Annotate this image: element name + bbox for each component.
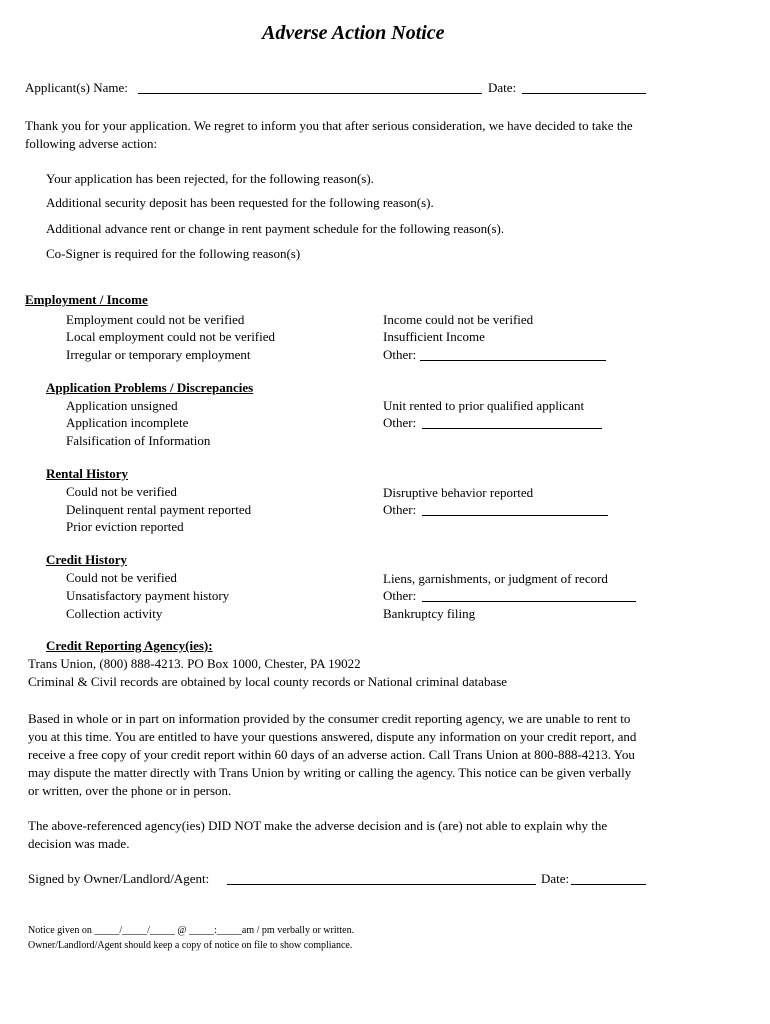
date-field[interactable] — [522, 80, 646, 94]
action-cosigner: Co-Signer is required for the following reason(s) — [46, 246, 301, 261]
application-heading: Application Problems / Discrepancies — [46, 380, 254, 395]
action-rejected: Your application has been rejected, for the following reason(s). — [46, 171, 374, 186]
rental-other-field[interactable] — [422, 502, 608, 516]
credit-other-label: Other: — [383, 588, 417, 603]
signature-date-field[interactable] — [571, 871, 646, 885]
list-item: Falsification of Information — [66, 433, 211, 448]
agency-contact: Trans Union, (800) 888-4213. PO Box 1000, Chester, PA 19022 — [28, 656, 361, 671]
compliance-note: Owner/Landlord/Agent should keep a copy of notice on file to show compliance. — [28, 940, 353, 951]
list-item: Liens, garnishments, or judgment of record — [383, 571, 608, 586]
agency-records: Criminal & Civil records are obtained by local county records or National criminal database — [28, 674, 508, 689]
intro-text: Thank you for your application. We regret to inform you that after serious consideration, we have decided to take the following adverse action: — [25, 118, 633, 151]
signature-label: Signed by Owner/Landlord/Agent: — [28, 871, 210, 886]
list-item: Income could not be verified — [383, 312, 534, 327]
list-item: Irregular or temporary employment — [66, 347, 251, 362]
list-item: Unit rented to prior qualified applicant — [383, 398, 585, 413]
notice-given-line: Notice given on _____/_____/_____ @ _____:_____am / pm verbally or written. — [28, 925, 355, 936]
applicant-name-label: Applicant(s) Name: — [25, 80, 128, 95]
list-item: Bankruptcy filing — [383, 606, 476, 621]
list-item: Prior eviction reported — [66, 519, 184, 534]
list-item: Could not be verified — [66, 484, 177, 499]
employment-other-field[interactable] — [420, 347, 606, 361]
list-item: Could not be verified — [66, 570, 177, 585]
application-other-field[interactable] — [422, 415, 602, 429]
list-item: Unsatisfactory payment history — [66, 588, 230, 603]
date-label: Date: — [488, 80, 517, 95]
list-item: Application unsigned — [66, 398, 178, 413]
list-item: Delinquent rental payment reported — [66, 502, 252, 517]
signature-date-label: Date: — [541, 871, 570, 886]
signature-field[interactable] — [227, 871, 536, 885]
list-item: Employment could not be verified — [66, 312, 245, 327]
credit-other-field[interactable] — [422, 588, 636, 602]
page-title: Adverse Action Notice — [262, 22, 445, 44]
list-item: Collection activity — [66, 606, 163, 621]
list-item: Disruptive behavior reported — [383, 485, 534, 500]
credit-heading: Credit History — [46, 552, 127, 567]
employment-other-label: Other: — [383, 347, 417, 362]
rental-other-label: Other: — [383, 502, 417, 517]
action-security-deposit: Additional security deposit has been requested for the following reason(s). — [46, 195, 434, 210]
applicant-name-field[interactable] — [138, 80, 482, 94]
employment-heading: Employment / Income — [25, 292, 148, 307]
disclaimer-paragraph: The above-referenced agency(ies) DID NOT make the adverse decision and is (are) not able to explain why the decision was made. — [28, 818, 608, 851]
action-advance-rent: Additional advance rent or change in rent payment schedule for the following reason(s). — [46, 221, 505, 236]
list-item: Application incomplete — [66, 415, 189, 430]
rental-heading: Rental History — [46, 466, 128, 481]
agency-heading: Credit Reporting Agency(ies): — [46, 638, 213, 653]
list-item: Insufficient Income — [383, 329, 485, 344]
list-item: Local employment could not be verified — [66, 329, 276, 344]
rights-paragraph: Based in whole or in part on information provided by the consumer credit reporting agency, we are unable to rent to you at this time. You are entitled to have your questions answered, dispute any information on your credit report, and receive a free copy of your credit report within 60 days of an adverse action. Call Trans Union at 800-888-4213. You may dispute the matter directly with Trans Union by writing or calling the agency. This notice can be given verbally or written, over the phone or in person. — [28, 711, 637, 798]
application-other-label: Other: — [383, 415, 417, 430]
